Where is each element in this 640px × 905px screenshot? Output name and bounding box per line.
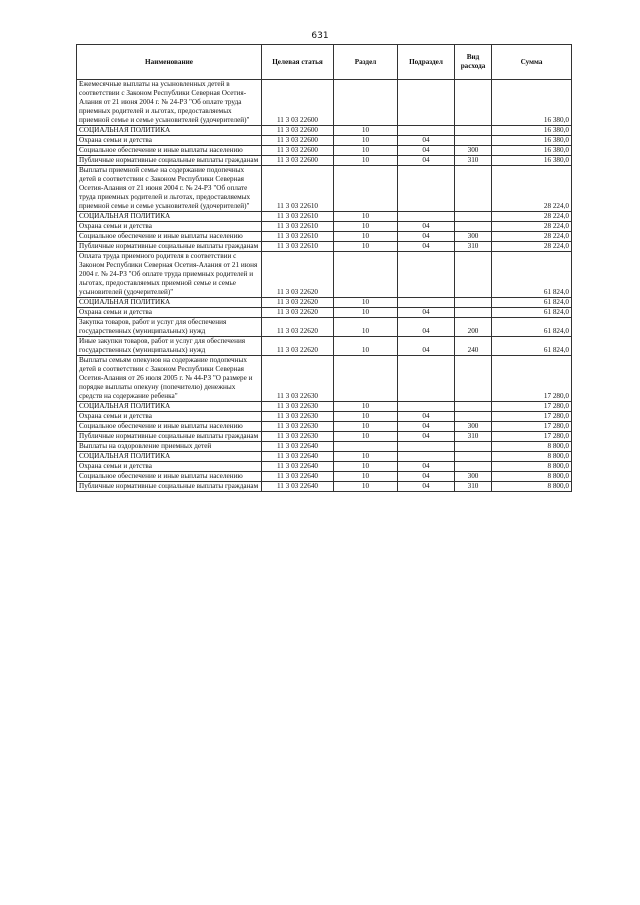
cell-section: 10	[334, 156, 398, 166]
cell-section: 10	[334, 222, 398, 232]
cell-subsection	[398, 298, 455, 308]
cell-section	[334, 356, 398, 402]
cell-expense-type	[455, 80, 492, 126]
column-header-name: Наименование	[77, 45, 262, 80]
cell-section: 10	[334, 422, 398, 432]
cell-subsection: 04	[398, 318, 455, 337]
table-row	[77, 356, 572, 402]
cell-expense-type	[455, 136, 492, 146]
table-row	[77, 242, 572, 252]
cell-name: Охрана семьи и детства	[77, 308, 262, 318]
cell-article: 11 3 03 22620	[262, 252, 334, 298]
table-row	[77, 412, 572, 422]
table-row	[77, 232, 572, 242]
cell-subsection	[398, 452, 455, 462]
cell-expense-type	[455, 166, 492, 212]
cell-expense-type	[455, 442, 492, 452]
table-row	[77, 472, 572, 482]
cell-expense-type: 310	[455, 432, 492, 442]
cell-name: Ежемесячные выплаты на усыновленных детей в соответствии с Законом Республики Северная Осетия-Алания от 21 июня 2004 г. № 24-РЗ "Об оплате труда приемных родителей и льготах, предоставляемых приемной семье и семье усыновителей (удочерителей)"	[77, 80, 262, 126]
cell-expense-type	[455, 222, 492, 232]
cell-subsection: 04	[398, 482, 455, 492]
cell-article: 11 3 03 22630	[262, 432, 334, 442]
cell-amount: 61 824,0	[492, 252, 572, 298]
cell-name: СОЦИАЛЬНАЯ ПОЛИТИКА	[77, 212, 262, 222]
cell-name: Публичные нормативные социальные выплаты гражданам	[77, 482, 262, 492]
cell-article: 11 3 03 22610	[262, 222, 334, 232]
cell-subsection	[398, 212, 455, 222]
cell-section: 10	[334, 432, 398, 442]
cell-name: Оплата труда приемного родителя в соответствии с Законом Республики Северная Осетия-Алания от 21 июня 2004 г. № 24-РЗ "Об оплате труда приемных родителей и льготах, предоставляемых приемной семье и семье усыновителей (удочерителей)"	[77, 252, 262, 298]
cell-expense-type	[455, 412, 492, 422]
cell-amount: 16 380,0	[492, 80, 572, 126]
cell-name: Социальное обеспечение и иные выплаты населению	[77, 232, 262, 242]
column-header-article: Целевая статья	[262, 45, 334, 80]
cell-article: 11 3 03 22640	[262, 462, 334, 472]
cell-subsection: 04	[398, 156, 455, 166]
table-row	[77, 156, 572, 166]
cell-section: 10	[334, 242, 398, 252]
table-row	[77, 402, 572, 412]
column-header-amount: Сумма	[492, 45, 572, 80]
cell-name: СОЦИАЛЬНАЯ ПОЛИТИКА	[77, 126, 262, 136]
cell-amount: 28 224,0	[492, 212, 572, 222]
cell-name: СОЦИАЛЬНАЯ ПОЛИТИКА	[77, 298, 262, 308]
cell-article: 11 3 03 22610	[262, 232, 334, 242]
cell-amount: 16 380,0	[492, 126, 572, 136]
cell-amount: 28 224,0	[492, 242, 572, 252]
cell-article: 11 3 03 22600	[262, 126, 334, 136]
cell-expense-type: 310	[455, 156, 492, 166]
cell-amount: 61 824,0	[492, 308, 572, 318]
cell-amount: 17 280,0	[492, 432, 572, 442]
cell-article: 11 3 03 22620	[262, 318, 334, 337]
cell-subsection: 04	[398, 308, 455, 318]
table-row	[77, 337, 572, 356]
cell-article: 11 3 03 22630	[262, 356, 334, 402]
cell-amount: 61 824,0	[492, 318, 572, 337]
cell-section: 10	[334, 402, 398, 412]
cell-subsection	[398, 402, 455, 412]
cell-expense-type	[455, 452, 492, 462]
cell-name: Охрана семьи и детства	[77, 136, 262, 146]
cell-article: 11 3 03 22640	[262, 472, 334, 482]
cell-article: 11 3 03 22600	[262, 136, 334, 146]
cell-name: Публичные нормативные социальные выплаты гражданам	[77, 242, 262, 252]
cell-article: 11 3 03 22620	[262, 298, 334, 308]
column-header-subsection: Подраздел	[398, 45, 455, 80]
cell-amount: 17 280,0	[492, 402, 572, 412]
cell-amount: 8 800,0	[492, 462, 572, 472]
cell-name: Закупка товаров, работ и услуг для обеспечения государственных (муниципальных) нужд	[77, 318, 262, 337]
cell-amount: 28 224,0	[492, 166, 572, 212]
cell-name: Публичные нормативные социальные выплаты гражданам	[77, 156, 262, 166]
cell-amount: 17 280,0	[492, 356, 572, 402]
cell-expense-type: 200	[455, 318, 492, 337]
cell-amount: 8 800,0	[492, 442, 572, 452]
cell-section: 10	[334, 298, 398, 308]
cell-expense-type	[455, 462, 492, 472]
cell-section: 10	[334, 126, 398, 136]
cell-subsection: 04	[398, 146, 455, 156]
cell-subsection: 04	[398, 222, 455, 232]
cell-expense-type	[455, 126, 492, 136]
cell-section: 10	[334, 452, 398, 462]
cell-expense-type: 240	[455, 337, 492, 356]
cell-article: 11 3 03 22610	[262, 166, 334, 212]
page-number: 631	[311, 31, 329, 41]
cell-amount: 8 800,0	[492, 472, 572, 482]
cell-expense-type: 310	[455, 482, 492, 492]
cell-amount: 17 280,0	[492, 422, 572, 432]
table-header-row	[77, 45, 572, 80]
cell-subsection	[398, 356, 455, 402]
cell-section: 10	[334, 318, 398, 337]
cell-section: 10	[334, 146, 398, 156]
cell-article: 11 3 03 22640	[262, 452, 334, 462]
table-row	[77, 252, 572, 298]
cell-article: 11 3 03 22640	[262, 442, 334, 452]
cell-name: Социальное обеспечение и иные выплаты населению	[77, 146, 262, 156]
cell-amount: 8 800,0	[492, 482, 572, 492]
cell-expense-type: 310	[455, 242, 492, 252]
cell-article: 11 3 03 22620	[262, 308, 334, 318]
column-header-expense-type: Вид расхода	[455, 45, 492, 80]
cell-article: 11 3 03 22640	[262, 482, 334, 492]
cell-subsection	[398, 442, 455, 452]
table-row	[77, 462, 572, 472]
cell-subsection: 04	[398, 232, 455, 242]
cell-section	[334, 252, 398, 298]
table-row	[77, 126, 572, 136]
cell-name: Публичные нормативные социальные выплаты гражданам	[77, 432, 262, 442]
column-header-section: Раздел	[334, 45, 398, 80]
cell-article: 11 3 03 22620	[262, 337, 334, 356]
cell-subsection: 04	[398, 242, 455, 252]
cell-subsection	[398, 126, 455, 136]
cell-subsection: 04	[398, 412, 455, 422]
cell-amount: 8 800,0	[492, 452, 572, 462]
cell-section: 10	[334, 212, 398, 222]
cell-expense-type	[455, 212, 492, 222]
cell-expense-type	[455, 402, 492, 412]
table-row	[77, 318, 572, 337]
cell-subsection	[398, 166, 455, 212]
cell-name: Выплаты приемной семье на содержание подопечных детей в соответствии с Законом Республики Северная Осетия-Алания от 21 июня 2004 г. № 24-РЗ "Об оплате труда приемных родителей и льготах, предоставляемых приемной семье и семье усыновителей (удочерителей)"	[77, 166, 262, 212]
cell-name: Охрана семьи и детства	[77, 462, 262, 472]
table-row	[77, 212, 572, 222]
cell-expense-type	[455, 356, 492, 402]
cell-article: 11 3 03 22630	[262, 402, 334, 412]
cell-expense-type: 300	[455, 146, 492, 156]
cell-amount: 16 380,0	[492, 146, 572, 156]
table-row	[77, 146, 572, 156]
cell-section: 10	[334, 136, 398, 146]
cell-name: СОЦИАЛЬНАЯ ПОЛИТИКА	[77, 402, 262, 412]
table-row	[77, 222, 572, 232]
cell-section: 10	[334, 482, 398, 492]
cell-subsection: 04	[398, 432, 455, 442]
cell-name: СОЦИАЛЬНАЯ ПОЛИТИКА	[77, 452, 262, 462]
cell-amount: 16 380,0	[492, 136, 572, 146]
table-row	[77, 308, 572, 318]
cell-name: Выплаты на оздоровление приемных детей	[77, 442, 262, 452]
cell-article: 11 3 03 22600	[262, 146, 334, 156]
table-body	[77, 80, 572, 492]
cell-amount: 61 824,0	[492, 298, 572, 308]
cell-name: Охрана семьи и детства	[77, 222, 262, 232]
table-row	[77, 422, 572, 432]
table-row	[77, 166, 572, 212]
cell-name: Иные закупки товаров, работ и услуг для обеспечения государственных (муниципальных) нужд	[77, 337, 262, 356]
cell-expense-type	[455, 252, 492, 298]
cell-section	[334, 80, 398, 126]
table-row	[77, 442, 572, 452]
cell-article: 11 3 03 22600	[262, 156, 334, 166]
cell-section	[334, 166, 398, 212]
cell-section: 10	[334, 232, 398, 242]
cell-article: 11 3 03 22600	[262, 80, 334, 126]
cell-section: 10	[334, 412, 398, 422]
cell-amount: 17 280,0	[492, 412, 572, 422]
budget-table	[76, 44, 572, 492]
cell-subsection: 04	[398, 136, 455, 146]
cell-amount: 28 224,0	[492, 222, 572, 232]
table-row	[77, 452, 572, 462]
cell-section: 10	[334, 337, 398, 356]
cell-subsection: 04	[398, 422, 455, 432]
cell-amount: 16 380,0	[492, 156, 572, 166]
table-row	[77, 432, 572, 442]
cell-section: 10	[334, 308, 398, 318]
cell-expense-type: 300	[455, 422, 492, 432]
cell-section: 10	[334, 462, 398, 472]
cell-expense-type: 300	[455, 472, 492, 482]
table-row	[77, 80, 572, 126]
cell-article: 11 3 03 22630	[262, 422, 334, 432]
cell-subsection	[398, 252, 455, 298]
cell-amount: 61 824,0	[492, 337, 572, 356]
cell-section	[334, 442, 398, 452]
cell-subsection: 04	[398, 472, 455, 482]
cell-subsection: 04	[398, 462, 455, 472]
table-row	[77, 136, 572, 146]
cell-name: Социальное обеспечение и иные выплаты населению	[77, 422, 262, 432]
cell-expense-type: 300	[455, 232, 492, 242]
table-row	[77, 482, 572, 492]
cell-amount: 28 224,0	[492, 232, 572, 242]
cell-subsection	[398, 80, 455, 126]
cell-subsection: 04	[398, 337, 455, 356]
cell-section: 10	[334, 472, 398, 482]
table-row	[77, 298, 572, 308]
cell-name: Выплаты семьям опекунов на содержание подопечных детей в соответствии с Законом Республики Северная Осетия-Алания от 26 июля 2005 г. № 44-РЗ "О размере и порядке выплаты опекуну (попечителю) денежных средств на содержание ребенка"	[77, 356, 262, 402]
cell-expense-type	[455, 298, 492, 308]
cell-article: 11 3 03 22610	[262, 212, 334, 222]
cell-expense-type	[455, 308, 492, 318]
cell-name: Социальное обеспечение и иные выплаты населению	[77, 472, 262, 482]
cell-name: Охрана семьи и детства	[77, 412, 262, 422]
cell-article: 11 3 03 22630	[262, 412, 334, 422]
cell-article: 11 3 03 22610	[262, 242, 334, 252]
